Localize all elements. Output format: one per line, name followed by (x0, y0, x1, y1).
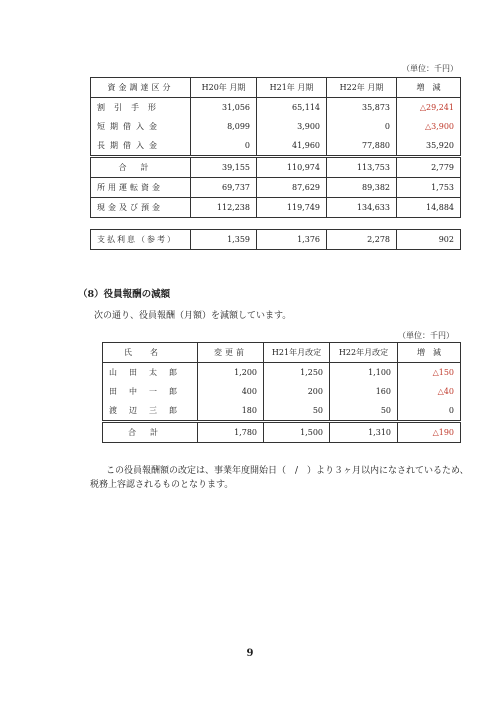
row-label: 支払利息（参考） (97, 235, 177, 244)
cell-value: 160 (330, 382, 398, 401)
cell-value: 134,633 (327, 198, 397, 218)
cell-value: 0 (191, 136, 257, 157)
cell-value: 3,900 (257, 117, 327, 136)
cell-value: 50 (264, 401, 330, 422)
cell-value: 1,200 (198, 363, 264, 383)
table-row (103, 363, 461, 383)
cell-change: △3,900 (397, 117, 461, 136)
cell-value: 1,500 (264, 422, 330, 443)
cell-value: 39,155 (191, 157, 257, 178)
page-number: 9 (246, 648, 254, 659)
cell-value: 112,238 (191, 198, 257, 218)
cell-change: △150 (398, 363, 461, 383)
cell-value: 2,278 (327, 230, 397, 250)
header-h22: H22年月改定 (330, 343, 398, 363)
cell-value: 69,737 (191, 178, 257, 198)
cell-value: 1,359 (191, 230, 257, 250)
officer-pay-table (102, 342, 461, 443)
row-label: 山田太郎 (109, 368, 189, 377)
intro-paragraph: 次の通り、役員報酬（月額）を減額しています。 (94, 311, 292, 321)
section-title: （8）役員報酬の減額 (78, 289, 171, 300)
row-label: 現金及び預金 (91, 198, 191, 218)
row-label: 割引手形 (97, 103, 165, 112)
row-label: 所用運転資金 (91, 178, 191, 198)
cell-value: 110,974 (257, 157, 327, 178)
cell-change: 14,884 (397, 198, 461, 218)
cell-value: 1,310 (330, 422, 398, 443)
header-category: 資金調達区分 (91, 78, 191, 98)
table-row-total (103, 422, 461, 443)
cell-value: 87,629 (257, 178, 327, 198)
cell-value: 0 (327, 117, 397, 136)
row-label: 合計 (103, 422, 198, 443)
header-h22: H22年 月期 (327, 78, 397, 98)
cell-change: 2,779 (397, 157, 461, 178)
table-row (91, 230, 461, 250)
cell-value: 200 (264, 382, 330, 401)
cell-value: 65,114 (257, 98, 327, 118)
header-change: 増 減 (397, 78, 461, 98)
table-row (103, 382, 461, 401)
cell-change: 902 (397, 230, 461, 250)
cell-value: 1,250 (264, 363, 330, 383)
table-row-total (91, 157, 461, 178)
cell-value: 31,056 (191, 98, 257, 118)
cell-change: 0 (398, 401, 461, 422)
header-name: 氏名 (103, 343, 198, 363)
header-h21: H21年 月期 (257, 78, 327, 98)
row-label: 合計 (91, 157, 191, 178)
header-h21: H21年月改定 (264, 343, 330, 363)
cell-change: △40 (398, 382, 461, 401)
cell-value: 400 (198, 382, 264, 401)
table-row (91, 178, 461, 198)
cell-change: 35,920 (397, 136, 461, 157)
funding-table (90, 77, 461, 218)
row-label: 田中一郎 (109, 387, 189, 396)
table-header-row (103, 343, 461, 363)
table-header-row (91, 78, 461, 98)
cell-value: 1,100 (330, 363, 398, 383)
cell-value: 8,099 (191, 117, 257, 136)
interest-table (90, 229, 461, 250)
cell-value: 35,873 (327, 98, 397, 118)
cell-value: 1,376 (257, 230, 327, 250)
cell-change: 1,753 (397, 178, 461, 198)
unit-label-1: （単位：千円） (402, 64, 458, 73)
note-line-2: 税務上容認されるものとなります。 (90, 480, 234, 490)
table-row (91, 198, 461, 218)
row-label: 長期借入金 (97, 141, 162, 150)
row-label: 短期借入金 (97, 122, 162, 131)
cell-value: 77,880 (327, 136, 397, 157)
cell-change: △29,241 (397, 98, 461, 118)
cell-value: 113,753 (327, 157, 397, 178)
cell-value: 41,960 (257, 136, 327, 157)
header-change: 増 減 (398, 343, 461, 363)
header-before: 変更前 (198, 343, 264, 363)
table-row (91, 117, 461, 136)
cell-change: △190 (398, 422, 461, 443)
table-row (91, 136, 461, 157)
table-row (103, 401, 461, 422)
cell-value: 50 (330, 401, 398, 422)
cell-value: 1,780 (198, 422, 264, 443)
cell-value: 89,382 (327, 178, 397, 198)
row-label: 渡辺三郎 (109, 406, 189, 415)
cell-value: 119,749 (257, 198, 327, 218)
note-line-1: この役員報酬額の改定は、事業年度開始日（ / ）より３ヶ月以内になされているため、 (106, 466, 469, 476)
unit-label-2: （単位：千円） (398, 331, 454, 340)
table-row (91, 98, 461, 118)
cell-value: 180 (198, 401, 264, 422)
header-h20: H20年 月期 (191, 78, 257, 98)
